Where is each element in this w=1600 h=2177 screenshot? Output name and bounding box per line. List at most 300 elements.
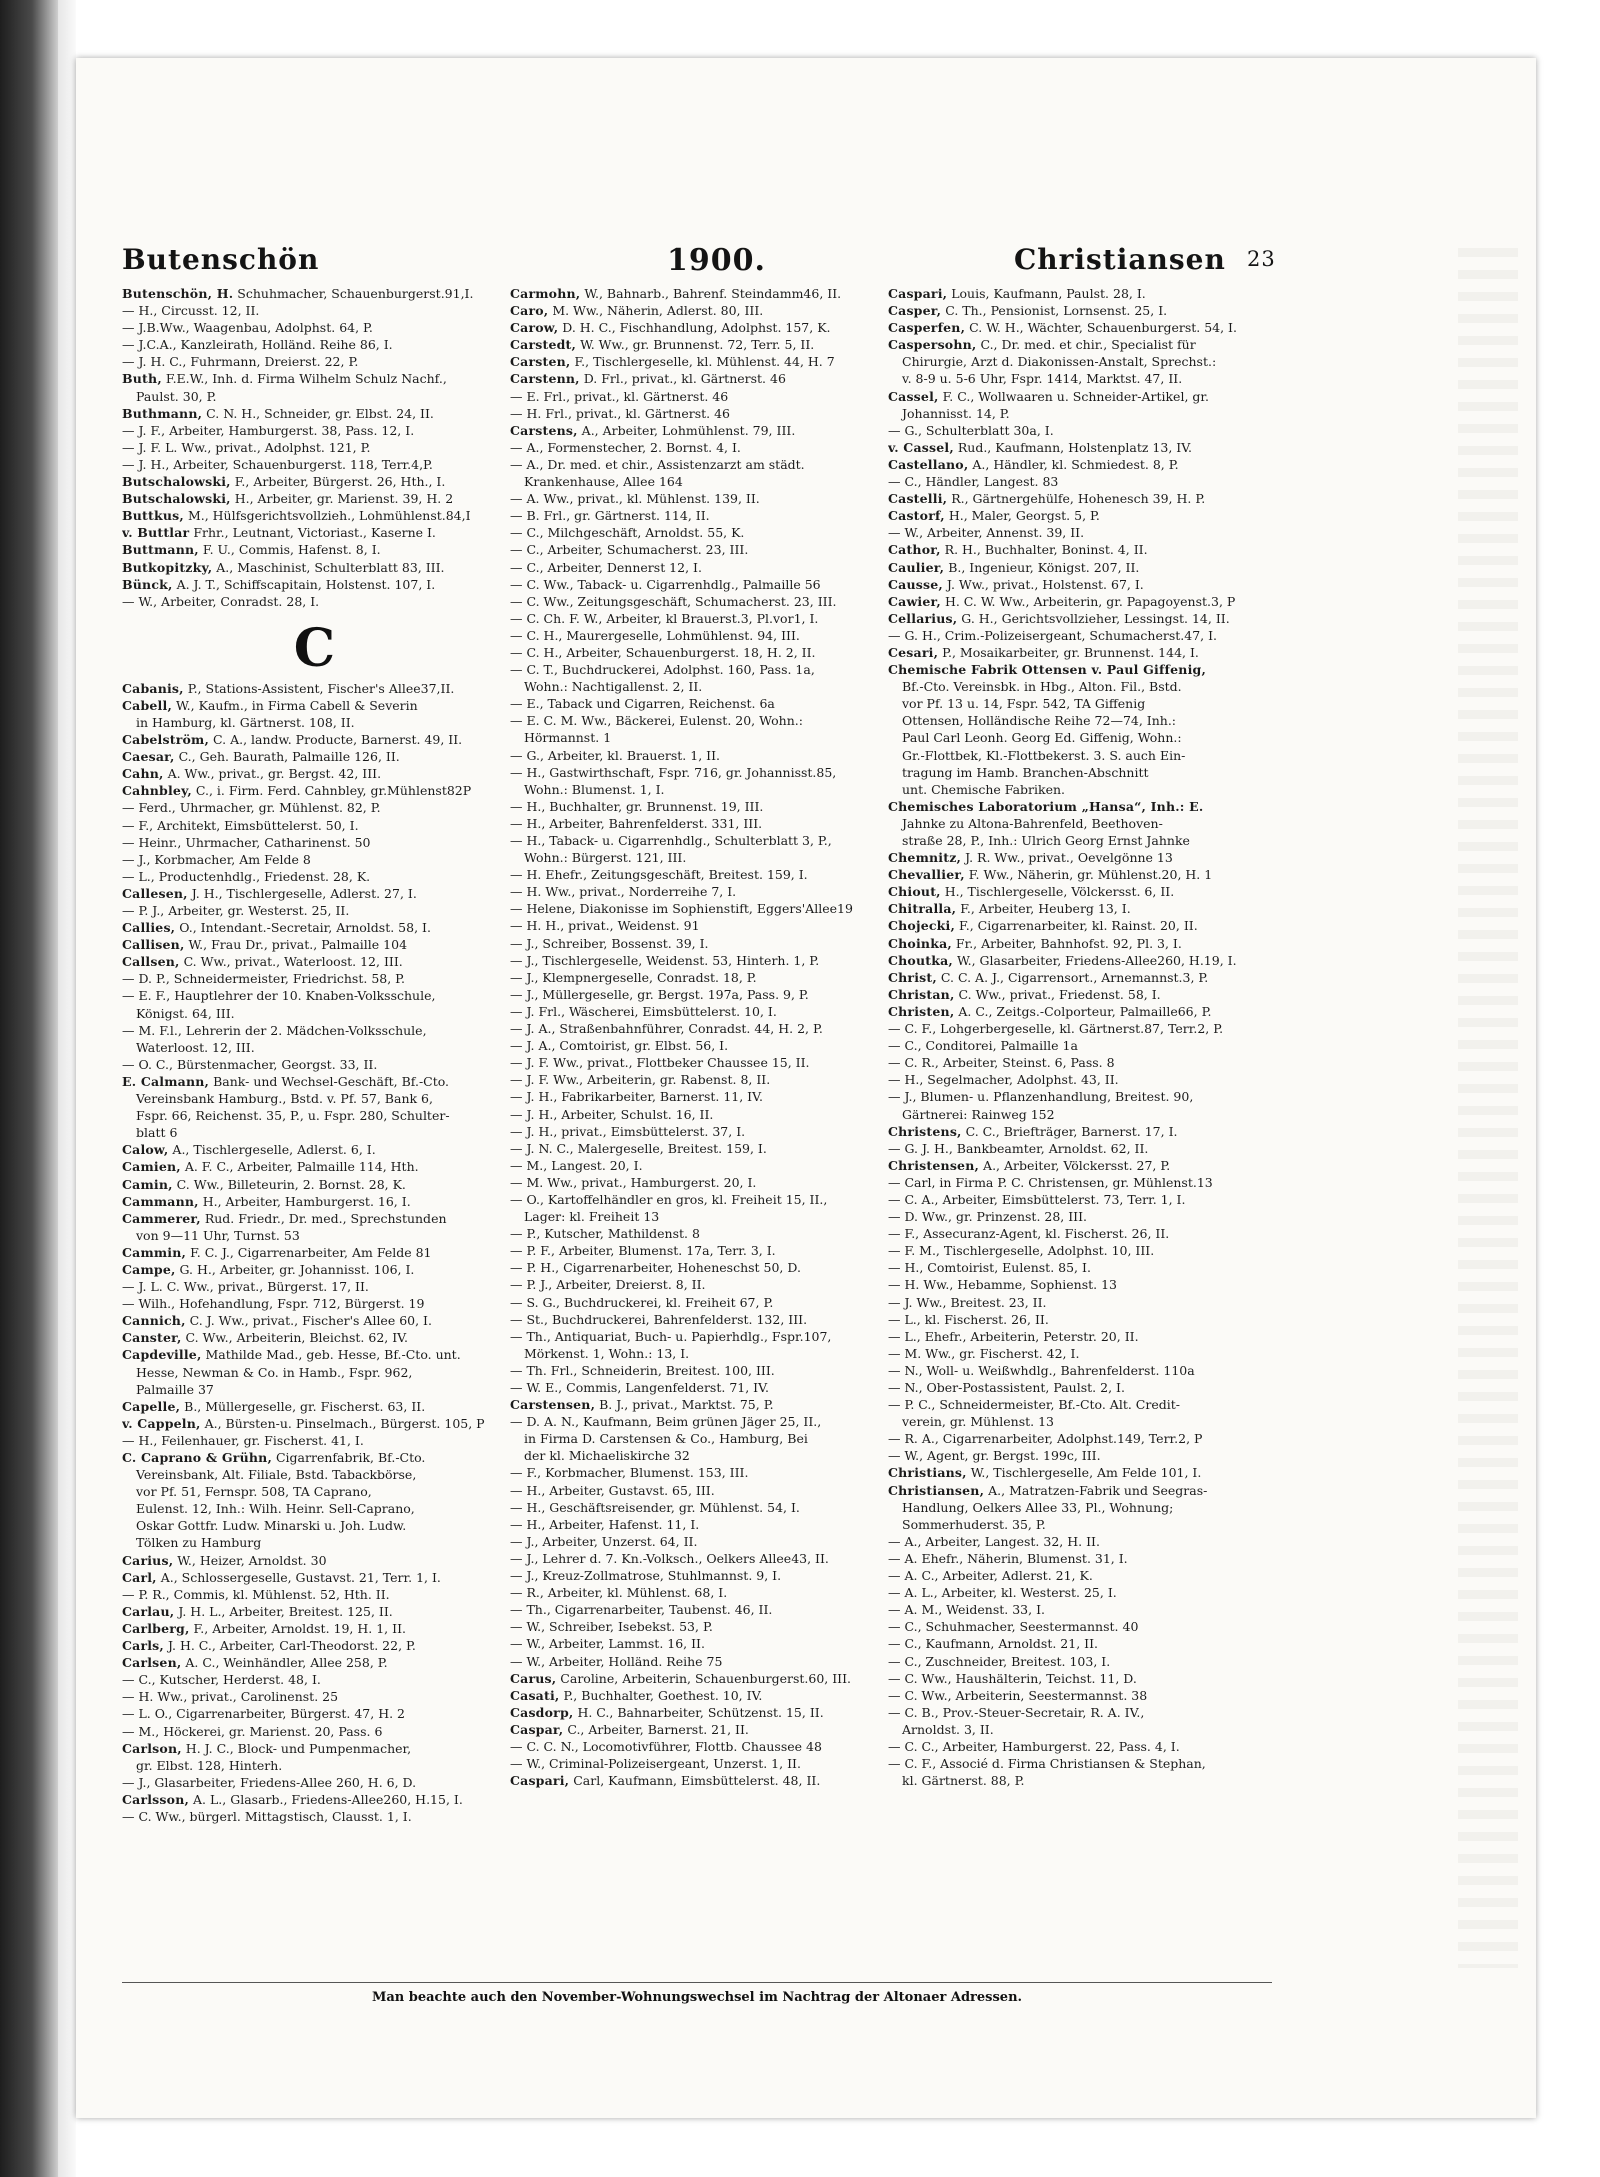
entry-details: — E. F., Hauptlehrer der 10. Knaben-Volksschule, — [122, 988, 436, 1004]
directory-entry — [888, 302, 1273, 319]
directory-entry — [122, 1124, 507, 1141]
entry-surname: Christ, — [888, 969, 937, 985]
entry-surname: Carmohn, — [510, 286, 581, 301]
directory-entry — [888, 1516, 1273, 1533]
directory-entry — [888, 353, 1273, 370]
entry-details: C. Ww., Billeteurin, 2. Bornst. 28, K. — [176, 1176, 406, 1192]
directory-entry — [510, 678, 884, 695]
entry-details: J. R. Ww., privat., Oevelgönne 13 — [965, 850, 1173, 866]
directory-entry — [888, 849, 1273, 866]
directory-entry — [510, 1174, 884, 1191]
entry-details: unt. Chemische Fabriken. — [902, 781, 1066, 797]
entry-surname: Cabelström, — [122, 732, 210, 748]
entry-surname: Chitralla, — [888, 901, 957, 917]
directory-entry — [122, 1329, 507, 1346]
entry-details: J. H., Tischlergeselle, Adlerst. 27, I. — [191, 885, 417, 901]
directory-entry — [888, 1413, 1273, 1430]
directory-entry — [122, 1791, 507, 1808]
directory-entry — [888, 576, 1273, 593]
entry-details: — N., Ober-Postassistent, Paulst. 2, I. — [888, 1380, 1125, 1395]
directory-entry — [888, 883, 1273, 900]
directory-entry — [888, 1482, 1273, 1499]
entry-surname: Caulier, — [888, 559, 945, 575]
directory-entry — [888, 1499, 1273, 1516]
entry-details: W., Heizer, Arnoldst. 30 — [177, 1552, 327, 1568]
entry-surname: C. Caprano & Grühn, — [122, 1450, 272, 1465]
directory-entry — [888, 1533, 1273, 1550]
entry-details: — H. Frl., privat., kl. Gärtnerst. 46 — [510, 405, 730, 421]
entry-details: — C., Kaufmann, Arnoldst. 21, II. — [888, 1636, 1098, 1652]
directory-entry — [122, 439, 507, 456]
directory-entry — [122, 1039, 507, 1056]
directory-entry — [510, 370, 884, 387]
directory-entry — [510, 1379, 884, 1396]
entry-details: H. C., Bahnarbeiter, Schützenst. 15, II. — [577, 1704, 824, 1720]
entry-details: C. C. A. J., Cigarrensort., Arnemannst.3, P. — [940, 969, 1209, 985]
entry-details: A., Bürsten-u. Pinselmach., Bürgerst. 105, P — [204, 1415, 485, 1431]
entry-details: F., Cigarrenarbeiter, kl. Rainst. 20, II. — [959, 918, 1198, 934]
directory-entry — [510, 1208, 884, 1225]
entry-details: A., Händler, kl. Schmiedest. 8, P. — [972, 456, 1179, 472]
directory-entry — [510, 507, 884, 524]
directory-entry — [122, 1244, 507, 1261]
entry-details: — C., Conditorei, Palmaille 1a — [888, 1038, 1078, 1054]
entry-details: F.E.W., Inh. d. Firma Wilhelm Schulz Nachf., — [165, 371, 447, 387]
directory-entry — [510, 1225, 884, 1242]
directory-entry — [888, 1088, 1273, 1105]
entry-surname: Carlsen, — [122, 1655, 182, 1671]
entry-surname: Campe, — [122, 1261, 176, 1277]
entry-surname: Castelli, — [888, 491, 948, 507]
entry-surname: Callsen, — [122, 954, 180, 970]
entry-surname: Butschalowski, — [122, 491, 231, 507]
entry-surname: Castorf, — [888, 508, 945, 524]
entry-details: W., Bahnarb., Bahrenf. Steindamm46, II. — [584, 286, 842, 301]
entry-details: — H., Buchhalter, gr. Brunnenst. 19, III. — [510, 798, 764, 814]
directory-entry — [888, 866, 1273, 883]
entry-surname: Butenschön, H. — [122, 286, 234, 301]
entry-details: — C., Arbeiter, Schumacherst. 23, III. — [510, 542, 749, 558]
directory-entry — [510, 1704, 884, 1721]
directory-entry — [510, 1618, 884, 1635]
entry-surname: Caro, — [510, 303, 549, 319]
entry-surname: Cassel, — [888, 388, 939, 404]
entry-details: — J.B.Ww., Waagenbau, Adolphst. 64, P. — [122, 320, 373, 336]
entry-details: A. J. T., Schiffscapitain, Holstenst. 107, I. — [176, 576, 436, 592]
directory-entry — [122, 1005, 507, 1022]
directory-entry — [122, 953, 507, 970]
entry-surname: Carl, — [122, 1569, 157, 1585]
entry-surname: E. Calmann, — [122, 1073, 210, 1089]
entry-surname: Casdorp, — [510, 1704, 574, 1720]
directory-entry — [888, 1054, 1273, 1071]
entry-details: Louis, Kaufmann, Paulst. 28, I. — [951, 286, 1146, 301]
entry-surname: Buttmann, — [122, 542, 199, 558]
directory-entry — [888, 986, 1273, 1003]
directory-entry — [122, 1432, 507, 1449]
section-letter: C — [293, 617, 336, 679]
directory-entry — [510, 1550, 884, 1567]
entry-details: H., Maler, Georgst. 5, P. — [948, 508, 1100, 524]
directory-entry — [122, 1415, 507, 1432]
entry-details: Rud., Kaufmann, Holstenplatz 13, IV. — [957, 439, 1193, 455]
directory-entry — [122, 1740, 507, 1757]
entry-details: — M., Langest. 20, I. — [510, 1157, 643, 1173]
entry-details: — C., Schuhmacher, Seestermannst. 40 — [888, 1619, 1139, 1635]
entry-details: — J. H., Fabrikarbeiter, Barnerst. 11, IV. — [510, 1089, 763, 1105]
entry-details: Hörmannst. 1 — [524, 730, 612, 746]
directory-entry — [122, 714, 507, 731]
directory-entry — [888, 1345, 1273, 1362]
entry-surname: Capelle, — [122, 1398, 181, 1414]
entry-details: C. Th., Pensionist, Lornsenst. 25, I. — [945, 303, 1168, 319]
entry-details: gr. Elbst. 128, Hinterh. — [136, 1757, 283, 1773]
directory-entry — [888, 1037, 1273, 1054]
entry-surname: Carstenn, — [510, 371, 580, 387]
directory-entry — [888, 1259, 1273, 1276]
directory-entry — [888, 1157, 1273, 1174]
directory-entry — [122, 1176, 507, 1193]
directory-entry — [122, 1500, 507, 1517]
directory-entry — [122, 1107, 507, 1124]
entry-surname: Carstensen, — [510, 1397, 596, 1413]
entry-details: — P., Kutscher, Mathildenst. 8 — [510, 1226, 700, 1242]
directory-entry — [510, 1276, 884, 1293]
entry-details: blatt 6 — [136, 1125, 178, 1141]
entry-surname: Choinka, — [888, 935, 952, 951]
entry-details: — E. Frl., privat., kl. Gärtnerst. 46 — [510, 388, 729, 404]
entry-details: — St., Buchdruckerei, Bahrenfelderst. 132, III. — [510, 1311, 808, 1327]
running-header — [122, 243, 1276, 279]
directory-entry — [888, 1396, 1273, 1413]
directory-entry — [122, 1449, 507, 1466]
entry-surname: Callisen, — [122, 937, 185, 953]
directory-entry — [510, 849, 884, 866]
entry-details: — M. Ww., gr. Fischerst. 42, I. — [888, 1345, 1080, 1361]
directory-entry — [510, 1106, 884, 1123]
entry-details: — H., Circusst. 12, II. — [122, 303, 260, 319]
entry-details: — J., Glasarbeiter, Friedens-Allee 260, H. 6, D. — [122, 1774, 417, 1790]
directory-entry — [122, 285, 507, 302]
directory-entry — [510, 661, 884, 678]
entry-surname: Caspersohn, — [888, 337, 977, 353]
entry-surname: Camien, — [122, 1159, 181, 1175]
entry-details: A. F. C., Arbeiter, Palmaille 114, Hth. — [184, 1159, 419, 1175]
directory-entry — [122, 1090, 507, 1107]
entry-details: — C. F., Associé d. Firma Christiansen & Stephan, — [888, 1756, 1206, 1772]
entry-details: A., Arbeiter, Völckersst. 27, P. — [983, 1157, 1171, 1173]
entry-surname: Caspari, — [888, 286, 948, 301]
directory-entry — [510, 1601, 884, 1618]
entry-details: — A., Dr. med. et chir., Assistenzarzt am städt. — [510, 456, 805, 472]
directory-entry — [122, 919, 507, 936]
entry-details: — F., Assecuranz-Agent, kl. Fischerst. 26, II. — [888, 1226, 1170, 1242]
directory-entry — [510, 1567, 884, 1584]
entry-details: D. H. C., Fischhandlung, Adolphst. 157, K. — [562, 320, 831, 336]
directory-entry — [888, 1738, 1273, 1755]
entry-details: Oskar Gottfr. Ludw. Minarski u. Joh. Ludw. — [136, 1518, 407, 1534]
directory-entry — [122, 1774, 507, 1791]
header-right-keyword: Christiansen — [1014, 243, 1226, 276]
entry-details: Bank- und Wechsel-Geschäft, Bf.-Cto. — [213, 1073, 450, 1089]
entry-details: G. H., Arbeiter, gr. Johannisst. 106, I. — [179, 1261, 415, 1277]
directory-entry — [510, 986, 884, 1003]
entry-surname: Carus, — [510, 1670, 557, 1686]
entry-details: — H., Segelmacher, Adolphst. 43, II. — [888, 1072, 1119, 1088]
directory-entry — [510, 1294, 884, 1311]
entry-details: — C. Ww., bürgerl. Mittagstisch, Clausst. 1, I. — [122, 1808, 412, 1824]
entry-details: Carl, Kaufmann, Eimsbüttelerst. 48, II. — [573, 1773, 821, 1789]
directory-entry — [888, 1755, 1273, 1772]
entry-details: — C. F., Lohgerbergeselle, kl. Gärtnerst.87, Terr.2, P. — [888, 1021, 1224, 1037]
directory-entry — [888, 1311, 1273, 1328]
entry-details: A., Schlossergeselle, Gustavst. 21, Terr. 1, I. — [160, 1569, 441, 1585]
entry-details: — Carl, in Firma P. C. Christensen, gr. Mühlenst.13 — [888, 1174, 1213, 1190]
directory-entry — [888, 798, 1273, 815]
directory-entry — [888, 1208, 1273, 1225]
entry-details: Chirurgie, Arzt d. Diakonissen-Anstalt, Sprechst.: — [902, 354, 1217, 370]
entry-surname: Chiout, — [888, 884, 941, 900]
entry-details: F. U., Commis, Hafenst. 8, I. — [202, 542, 381, 558]
directory-entry — [510, 353, 884, 370]
entry-details: H., Tischlergeselle, Völckersst. 6, II. — [944, 884, 1175, 900]
directory-entry — [510, 952, 884, 969]
entry-details: C. Ww., privat., Friedenst. 58, I. — [958, 986, 1161, 1002]
directory-entry — [510, 1584, 884, 1601]
directory-entry — [888, 1430, 1273, 1447]
entry-details: Handlung, Oelkers Allee 33, Pl., Wohnung; — [902, 1499, 1174, 1515]
column-1 — [122, 285, 507, 1825]
directory-entry — [510, 388, 884, 405]
directory-entry — [888, 1071, 1273, 1088]
entry-details: — J. Frl., Wäscherei, Eimsbüttelerst. 10, I. — [510, 1003, 777, 1019]
entry-details: — C. Ww., Arbeiterin, Seestermannst. 38 — [888, 1687, 1148, 1703]
directory-entry — [122, 1398, 507, 1415]
entry-details: C. J. Ww., privat., Fischer's Allee 60, I. — [189, 1313, 432, 1329]
directory-entry — [510, 712, 884, 729]
entry-details: — C., Zuschneider, Breitest. 103, I. — [888, 1653, 1111, 1669]
entry-details: — Th. Frl., Schneiderin, Breitest. 100, III. — [510, 1362, 775, 1378]
directory-entry — [122, 1705, 507, 1722]
entry-details: — C. Ww., Zeitungsgeschäft, Schumacherst. 23, III. — [510, 593, 837, 609]
entry-details: W. Ww., gr. Brunnenst. 72, Terr. 5, II. — [580, 337, 815, 353]
entry-details: — W., Schreiber, Isebekst. 53, P. — [510, 1619, 713, 1635]
entry-details: Königst. 64, III. — [136, 1005, 235, 1021]
entry-surname: Caesar, — [122, 749, 175, 765]
entry-details: — J. F. Ww., Arbeiterin, gr. Rabenst. 8, II. — [510, 1072, 771, 1088]
entry-details: — F., Architekt, Eimsbüttelerst. 50, I. — [122, 817, 359, 833]
entry-details: — H. Ww., privat., Norderreihe 7, I. — [510, 884, 737, 900]
directory-entry — [888, 1618, 1273, 1635]
directory-entry — [122, 1552, 507, 1569]
entry-details: H., Arbeiter, gr. Marienst. 39, H. 2 — [234, 491, 454, 507]
entry-details: kl. Gärtnerst. 88, P. — [902, 1773, 1025, 1789]
directory-entry — [888, 1020, 1273, 1037]
directory-entry — [122, 559, 507, 576]
directory-entry — [888, 1464, 1273, 1481]
directory-entry — [888, 336, 1273, 353]
entry-surname: Carstedt, — [510, 337, 577, 353]
directory-entry — [888, 1584, 1273, 1601]
entry-details: — H., Taback- u. Cigarrenhdlg., Schulterblatt 3, P., — [510, 833, 832, 848]
directory-entry — [122, 1227, 507, 1244]
entry-details: Paul Carl Leonh. Georg Ed. Giffenig, Wohn.: — [902, 730, 1182, 746]
entry-details: — J., Tischlergeselle, Weidenst. 53, Hinterh. 1, P. — [510, 952, 820, 968]
directory-entry — [510, 1721, 884, 1738]
entry-details: W., Frau Dr., privat., Palmaille 104 — [188, 937, 408, 953]
entry-details: — A. Ww., privat., kl. Mühlenst. 139, II. — [510, 491, 760, 507]
directory-entry — [888, 507, 1273, 524]
entry-surname: Chojecki, — [888, 918, 956, 934]
entry-details: — L., Ehefr., Arbeiterin, Peterstr. 20, II. — [888, 1328, 1139, 1344]
entry-details: — M. F.l., Lehrerin der 2. Mädchen-Volksschule, — [122, 1022, 427, 1038]
directory-entry — [888, 1670, 1273, 1687]
entry-details: — G. H., Crim.-Polizeisergeant, Schumacherst.47, I. — [888, 627, 1218, 643]
entry-details: — Ferd., Uhrmacher, gr. Mühlenst. 82, P. — [122, 800, 381, 816]
entry-details: H., Arbeiter, Hamburgerst. 16, I. — [202, 1193, 411, 1209]
entry-details: J. H. L., Arbeiter, Breitest. 125, II. — [178, 1603, 393, 1619]
directory-entry — [510, 405, 884, 422]
directory-entry — [510, 1259, 884, 1276]
entry-details: W., Kaufm., in Firma Cabell & Severin — [175, 697, 418, 713]
entry-details: — Helene, Diakonisse im Sophienstift, Eggers'Allee19 — [510, 901, 853, 917]
directory-entry — [510, 1140, 884, 1157]
entry-details: Mörkenst. 1, Wohn.: 13, I. — [524, 1345, 690, 1361]
entry-surname: Cammerer, — [122, 1210, 201, 1226]
directory-entry — [888, 490, 1273, 507]
entry-surname: Cammin, — [122, 1244, 187, 1260]
entry-details: — C. A., Arbeiter, Eimsbüttelerst. 73, Terr. 1, I. — [888, 1191, 1186, 1207]
entry-details: J. H. C., Arbeiter, Carl-Theodorst. 22, P. — [167, 1638, 416, 1654]
directory-entry — [510, 781, 884, 798]
entry-details: — J. Ww., Breitest. 23, II. — [888, 1294, 1047, 1310]
directory-entry — [888, 952, 1273, 969]
directory-entry — [122, 1381, 507, 1398]
directory-entry — [888, 456, 1273, 473]
directory-entry — [888, 439, 1273, 456]
directory-entry — [122, 1141, 507, 1158]
directory-entry — [510, 917, 884, 934]
entry-surname: Cabanis, — [122, 680, 184, 696]
entry-details: Jahnke zu Altona-Bahrenfeld, Beethoven- — [902, 815, 1163, 831]
entry-details: F. C., Wollwaaren u. Schneider-Artikel, gr. — [942, 388, 1209, 404]
entry-details: — C., Arbeiter, Dennerst 12, I. — [510, 559, 702, 575]
entry-surname: Cammann, — [122, 1193, 199, 1209]
directory-entry — [122, 388, 507, 405]
entry-details: — M., Höckerei, gr. Marienst. 20, Pass. 6 — [122, 1723, 383, 1739]
entry-details: J. Ww., privat., Holstenst. 67, I. — [946, 576, 1144, 592]
entry-surname: v. Buttlar — [122, 525, 190, 541]
directory-entry — [510, 1482, 884, 1499]
entry-details: — J., Korbmacher, Am Felde 8 — [122, 851, 311, 867]
entry-surname: Casper, — [888, 303, 942, 319]
directory-entry — [888, 1447, 1273, 1464]
entry-surname: Caspar, — [510, 1721, 564, 1737]
directory-entry — [888, 1106, 1273, 1123]
entry-details: — E. C. M. Ww., Bäckerei, Eulenst. 20, Wohn.: — [510, 713, 803, 729]
directory-entry — [122, 868, 507, 885]
entry-surname: v. Cappeln, — [122, 1415, 201, 1431]
entry-surname: Buttkus, — [122, 508, 184, 524]
directory-entry — [122, 490, 507, 507]
column-1-top — [122, 285, 507, 610]
directory-entry — [888, 1191, 1273, 1208]
header-left-keyword: Butenschön — [122, 243, 320, 276]
directory-entry — [888, 1174, 1273, 1191]
directory-entry — [888, 610, 1273, 627]
entry-details: — J., Arbeiter, Unzerst. 64, II. — [510, 1533, 698, 1549]
entry-surname: Chemische Fabrik Ottensen v. Paul Giffenig, — [888, 662, 1207, 678]
directory-entry — [510, 610, 884, 627]
directory-entry — [122, 524, 507, 541]
entry-surname: Christan, — [888, 986, 955, 1002]
entry-details: B., Müllergeselle, gr. Fischerst. 63, II. — [184, 1398, 426, 1414]
entry-details: — P. C., Schneidermeister, Bf.-Cto. Alt. Credit- — [888, 1397, 1180, 1413]
entry-details: Cigarrenfabrik, Bf.-Cto. — [275, 1450, 426, 1465]
directory-entry — [510, 1755, 884, 1772]
entry-surname: Chevallier, — [888, 867, 965, 883]
entry-details: tragung im Hamb. Branchen-Abschnitt — [902, 764, 1149, 780]
entry-details: — J. H. C., Fuhrmann, Dreierst. 22, P. — [122, 354, 359, 370]
directory-entry — [122, 731, 507, 748]
entry-details: — F. M., Tischlergeselle, Adolphst. 10, III. — [888, 1243, 1155, 1259]
entry-details: — H. Ww., Hebamme, Sophienst. 13 — [888, 1277, 1117, 1293]
directory-entry — [510, 627, 884, 644]
entry-details: — N., Woll- u. Weißwhdlg., Bahrenfelderst. 110a — [888, 1362, 1195, 1378]
entry-details: — W. E., Commis, Langenfelderst. 71, IV. — [510, 1380, 769, 1395]
directory-entry — [122, 970, 507, 987]
directory-entry — [510, 285, 884, 302]
entry-details: — C. Ww., Haushälterin, Teichst. 11, D. — [888, 1670, 1137, 1686]
entry-details: straße 28, P., Inh.: Ulrich Georg Ernst Jahnke — [902, 833, 1190, 848]
entry-surname: Butkopitzky, — [122, 559, 213, 575]
entry-surname: Chemnitz, — [888, 850, 962, 866]
entry-details: — M. Ww., privat., Hamburgerst. 20, I. — [510, 1174, 757, 1190]
entry-details: — A., Arbeiter, Langest. 32, H. II. — [888, 1533, 1100, 1549]
directory-entry — [510, 832, 884, 849]
entry-details: von 9—11 Uhr, Turnst. 53 — [136, 1227, 300, 1243]
entry-details: Waterloost. 12, III. — [136, 1039, 255, 1055]
directory-entry — [510, 1123, 884, 1140]
directory-entry — [510, 473, 884, 490]
directory-entry — [122, 748, 507, 765]
entry-details: O., Intendant.-Secretair, Arnoldst. 58, I. — [179, 920, 431, 936]
entry-details: Fr., Arbeiter, Bahnhofst. 92, Pl. 3, I. — [955, 935, 1182, 951]
entry-details: Krankenhause, Allee 164 — [524, 474, 683, 490]
entry-details: Wohn.: Bürgerst. 121, III. — [524, 850, 687, 866]
directory-entry — [122, 302, 507, 319]
directory-entry — [888, 712, 1273, 729]
directory-entry — [122, 885, 507, 902]
entry-details: — W., Criminal-Polizeisergeant, Unzerst. 1, II. — [510, 1756, 801, 1772]
entry-details: — Heinr., Uhrmacher, Catharinenst. 50 — [122, 834, 371, 850]
directory-entry — [510, 319, 884, 336]
directory-entry — [510, 969, 884, 986]
page-number: 23 — [1247, 247, 1276, 271]
entry-details: Vereinsbank Hamburg., Bstd. v. Pf. 57, Bank 6, — [136, 1091, 433, 1107]
directory-entry — [888, 747, 1273, 764]
entry-surname: Cesari, — [888, 644, 939, 660]
directory-entry — [888, 935, 1273, 952]
entry-details: — D. P., Schneidermeister, Friedrichst. 58, P. — [122, 971, 406, 987]
entry-details: — J., Kreuz-Zollmatrose, Stuhlmannst. 9, I. — [510, 1568, 782, 1584]
entry-surname: Carstens, — [510, 422, 578, 438]
entry-details: Vereinsbank, Alt. Filiale, Bstd. Tabackbörse, — [136, 1467, 417, 1483]
entry-details: — H., Arbeiter, Bahrenfelderst. 331, III. — [510, 815, 763, 831]
entry-surname: Casati, — [510, 1687, 560, 1703]
directory-entry — [122, 1517, 507, 1534]
directory-entry — [888, 285, 1273, 302]
